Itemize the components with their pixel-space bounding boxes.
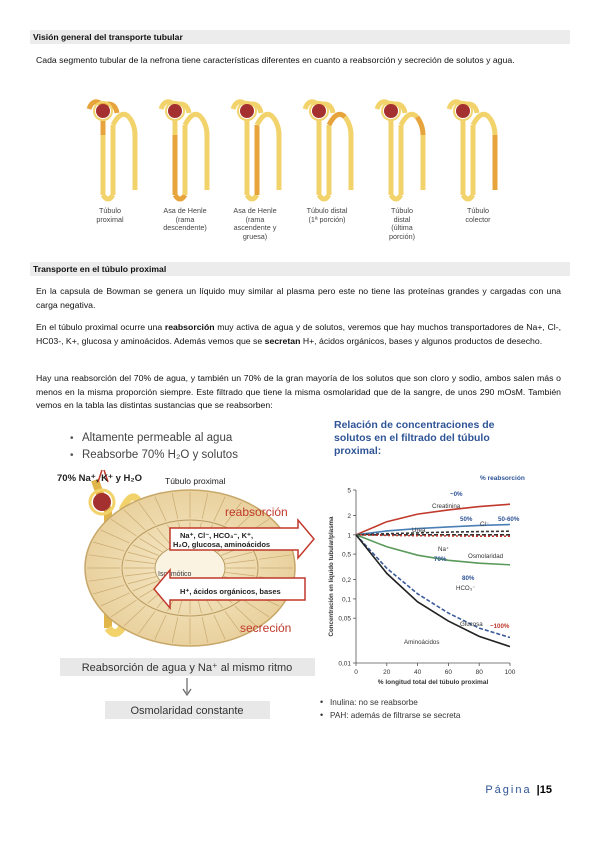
label-glucosa: Glucosa [460, 621, 483, 628]
page-number: 15 [539, 784, 552, 796]
nephron-label-6: Túbulo colector [465, 206, 491, 224]
chart-title-line1: Relación de concentraciones de [334, 419, 495, 431]
box-reabsorcion-text: Reabsorción de agua y Na⁺ al mismo ritmo [81, 662, 293, 674]
glomerulus-icon [96, 104, 110, 118]
x-tick-label: 80 [475, 669, 483, 676]
arrow1-line2: H₂O, glucosa, aminoácidos [173, 540, 271, 549]
x-tick-label: 40 [413, 669, 422, 676]
y-axis-label: Concentración en líquido tubular/plasma [328, 516, 335, 637]
label-creatinina: Creatinina [432, 503, 461, 510]
glomerulus-icon [384, 104, 398, 118]
anno-glucosa: ~100% [490, 623, 510, 630]
p2-bold-reabsorcion: reabsorción [164, 322, 215, 332]
anno-urea: 50% [460, 516, 473, 523]
anno-cl: 50-60% [498, 516, 520, 523]
secrecion-label: secreción [240, 621, 292, 635]
footer-separator: | [536, 784, 540, 796]
glomerulus-icon [456, 104, 470, 118]
nephron-4 [305, 102, 351, 199]
bullet-1: Altamente permeable al agua [82, 432, 233, 444]
y-tick-label: 0,2 [341, 577, 351, 585]
tubule-loop [108, 628, 122, 633]
x-axis-label: % longitud total del túbulo proximal [377, 679, 489, 686]
x-tick-label: 60 [444, 669, 453, 676]
label-aminoacidos: Aminoácidos [404, 639, 440, 646]
section-title-overview: Visión general del transporte tubular [30, 30, 570, 44]
p2-text-a: En el túbulo proximal ocurre una [36, 322, 165, 332]
anno-hco3: 80% [462, 575, 475, 582]
nephron-1 [89, 102, 135, 199]
y-tick-label: 1 [347, 532, 351, 540]
proximal-paragraph-1: En la capsula de Bowman se genera un líquido muy similar al plasma pero este no tiene las proteínas grandes y cargadas con una carga negativa. [36, 286, 561, 310]
chart-title-line2: solutos en el filtrado del túbulo [334, 432, 490, 444]
section-title-proximal: Transporte en el túbulo proximal [30, 262, 570, 276]
nephron-6 [449, 102, 495, 199]
y-tick-label: 5 [347, 487, 351, 495]
note-1: Inulina: no se reabsorbe [330, 698, 418, 707]
concentration-chart [320, 418, 565, 728]
chart-title-line3: proximal: [334, 445, 382, 457]
y-tick-label: 0,1 [341, 596, 351, 604]
label-na: Na⁺ [438, 546, 450, 553]
p2-bold-secretan: secretan [264, 335, 301, 346]
tubule-label: Túbulo proximal [165, 476, 226, 486]
bullet-2: Reabsorbe 70% H₂O y solutos [82, 449, 238, 461]
y-tick-label: 0,5 [341, 551, 351, 559]
glomerulus-icon [240, 104, 254, 118]
p2-text-e: H+, ácidos orgánicos, bases y algunos productos de desecho. [300, 335, 543, 346]
proximal-tubule-figure [40, 418, 325, 728]
nephron-label-4: Túbulo distal (1ª porción) [306, 206, 348, 224]
anno-creatinina: ~0% [450, 491, 463, 498]
anno-na: 70% [434, 556, 447, 563]
label-hco3: HCO₃⁻ [456, 585, 476, 592]
chart-subtitle: % reabsorción [480, 475, 525, 482]
nephron-label-2: Asa de Henle (rama descendente) [163, 206, 207, 233]
isosmotico-label: Isosmótico [158, 571, 192, 578]
series-line-Glucosa [356, 535, 510, 638]
nephron-label-1: Túbulo proximal [96, 206, 124, 224]
series-line-HCO₃⁻ [356, 535, 510, 565]
y-tick-label: 2 [347, 513, 351, 521]
box-osmolaridad-text: Osmolaridad constante [130, 705, 244, 717]
proximal-paragraph-2 [36, 321, 561, 348]
overview-paragraph: Cada segmento tubular de la nefrona tiene características diferentes en cuanto a reabsorción y secreción de solutos y agua. [36, 55, 515, 65]
nephron-3 [233, 102, 279, 199]
glomerulus-icon [312, 104, 326, 118]
note-dot-2: • [320, 710, 324, 720]
top-label: 70% Na⁺, K⁺ y H₂O [57, 473, 142, 484]
label-cl: Cl⁻ [480, 521, 490, 528]
y-tick-label: 0,05 [338, 615, 351, 623]
y-tick-label: 0,01 [338, 660, 351, 668]
note-dot-1: • [320, 697, 324, 707]
nephron-label-3: Asa de Henle (rama ascendente y gruesa) [233, 206, 277, 241]
bullet-dot-2: • [70, 450, 74, 461]
series-line-Na⁺ [356, 535, 510, 536]
nephron-5 [377, 102, 423, 199]
footer-pagina: Página [485, 784, 532, 796]
reabsorcion-label: reabsorción [225, 505, 288, 519]
arrow2-label: H⁺, ácidos orgánicos, bases [180, 587, 281, 596]
note-2: PAH: además de filtrarse se secreta [330, 711, 461, 720]
label-osmolaridad: Osmolaridad [468, 553, 504, 560]
x-tick-label: 20 [383, 669, 391, 676]
nephron-segments-figure [85, 95, 525, 205]
bullet-dot-1: • [70, 433, 74, 444]
glomerulus-icon [93, 493, 111, 511]
proximal-paragraph-3: Hay una reabsorción del 70% de agua, y también un 70% de la gran mayoría de los solutos que son cloro y sodio, ambos salen más o menos en la misma proporción siempre. Este filtrado que tiene la misma osmolaridad que de la sangre, de unos 290 mOsM. También vemos en la tabla las distintas sustancias que se reabsorben: [36, 373, 561, 411]
p2-text-c: muy activa de agua y de solutos, veremos que hay muchos transportadores de Na+, Cl-, HC03-, K+, glucosa y aminoácidos. Además vemos que se [36, 322, 561, 346]
glomerulus-icon [168, 104, 182, 118]
page-footer [485, 784, 552, 796]
x-tick-label: 0 [354, 669, 358, 676]
nephron-label-5: Túbulo distal (última porción) [389, 206, 415, 241]
x-tick-label: 100 [504, 669, 516, 676]
label-urea: Urea [412, 527, 426, 534]
nephron-2 [161, 102, 207, 199]
arrow1-line1: Na⁺, Cl⁻, HCO₃⁻, K⁺, [180, 531, 254, 540]
